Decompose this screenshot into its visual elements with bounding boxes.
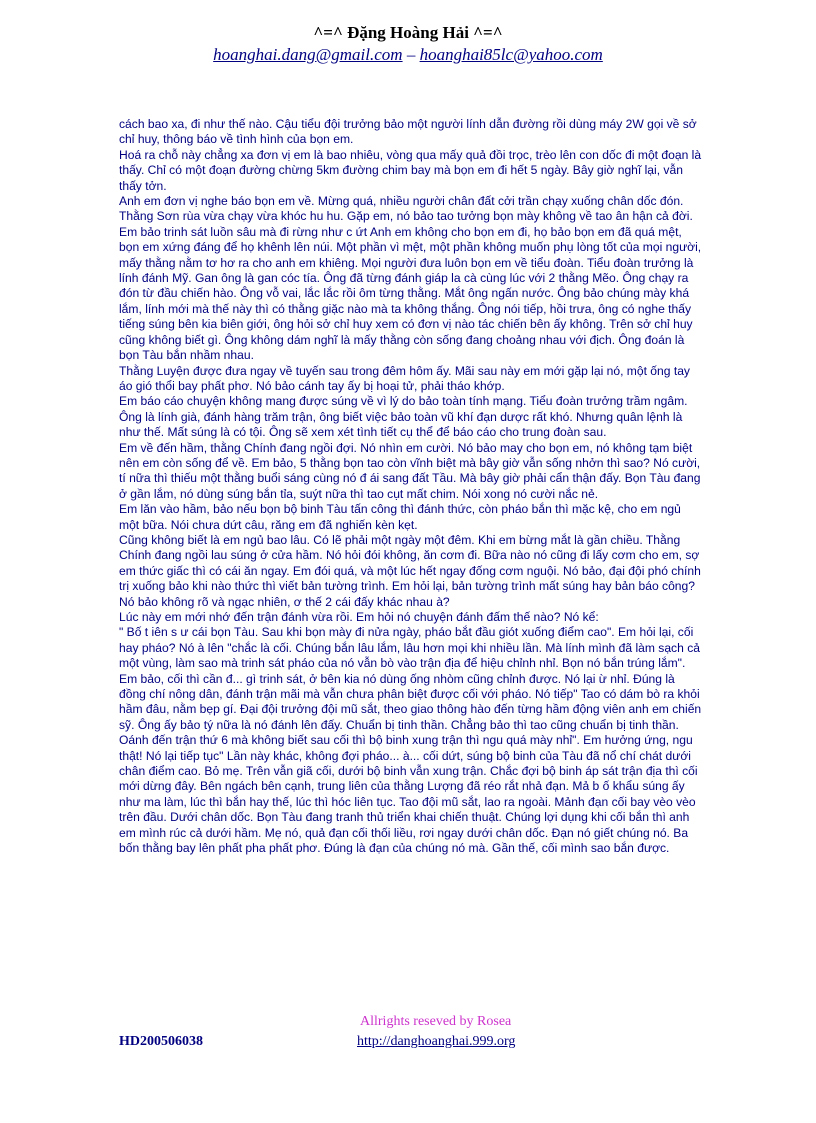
- website-link[interactable]: http://danghoanghai.999.org: [357, 1034, 516, 1049]
- paragraph: Em về đến hầm, thằng Chính đang ngồi đợi. Nó nhìn em cười. Nó bảo may cho bọn em, nó không tạm biệt nên em còn sống để về. Em bảo, 5 thằng bọn tao còn vĩnh biệt mà bây giờ vẫn sống nhởn thì sao? Nó cười, tí nữa thì thiếu một thằng buổi sáng cùng nó đ ái sang đất Tầu. Mà bây giờ phải cẩn thận đấy. Bọn Tàu đang ở gần lắm, nó dùng súng bắn tỉa, suýt nữa thì tao cụt mất chim. Nói xong nó cười nắc nẻ.: [119, 440, 701, 501]
- paragraph: Lúc này em mới nhớ đến trận đánh vừa rồi. Em hỏi nó chuyện đánh đấm thế nào? Nó kể:: [119, 610, 599, 624]
- document-id: HD200506038: [119, 1034, 203, 1049]
- paragraph: " Bố t iên s ư cái bọn Tàu. Sau khi bọn mày đi nửa ngày, pháo bắt đầu giót xuống điểm cao". Em hỏi lại, cối hay pháo? Nó à lên "chắc là cối. Chúng bắn lâu lắm, lâu hơn mọi khi nhiều lần. Mà lính mình đã làm sạch cả một vùng, làm sao mà trinh sát pháo của nó vẫn bò vào trận địa để hiệu chỉnh nhỉ. Bọn nó bắn trúng lắm". Em bảo, cối thì cần đ... gì trinh sát, ở bên kia nó dùng ống nhòm cũng chỉnh được. Nó lại ừ nhỉ. Đúng là đồng chí nông dân, đánh trận mãi mà vẫn chưa phân biệt được cối với pháo. Nó tiếp" Tao có dám bò ra khỏi hầm đâu, nằm bẹp gí. Đại đội trưởng đội mũ sắt, theo giao thông hào đến từng hầm động viên anh em chiến sỹ. Ông ấy bảo tý nữa là nó đánh lên đấy. Chuẩn bị tinh thần. Chẳng bảo thì tao cũng chuẩn bị tinh thần. Oánh đến trận thứ 6 mà không biết sau cối thì bộ binh xung trận thì ngu quá mày nhỉ". Em hưởng ứng, ngu thật! Nó lại tiếp tục" Lần này khác, không đợi pháo... à... cối dứt, súng bộ binh của Tàu đã nổ chí chát dưới chân điểm cao. Bỏ mẹ. Trên vẫn giã cối, dưới bộ binh vẫn xung trận. Chắc đợi bộ binh áp sát trận địa thì cối mới dừng đây. Bên ngách bên cạnh, trung liên của thằng Lượng đã réo rắt nhả đạn. Mả b ố khẩu súng ấy như ma làm, lúc thì bắn hay thế, lúc thì hóc liên tục. Tao đội mũ sắt, lao ra ngoài. Mảnh đạn cối bay vèo vèo trên đầu. Dưới chân dốc. Bọn Tàu đang tranh thủ triển khai chiến thuật. Chúng lợi dụng khi cối bắn thì anh em mình rúc cả dưới hầm. Mẹ nó, quả đạn cối thối liều, rơi ngay dưới chân dốc. Đạn nó giết chúng nó. Ba bốn thằng bay lên phất pha phất phơ. Đúng là đạn của chúng nó mà. Gần thế, cối mình sao bắn được.: [119, 625, 702, 856]
- paragraph: Hoá ra chỗ này chẳng xa đơn vị em là bao nhiêu, vòng qua mấy quả đồi trọc, trèo lên con dốc đi một đoạn là thấy. Chỉ có một đoạn đường chừng 5km đường chim bay mà bọn em đi hết 5 ngày. Bây giờ nghĩ lại, vẫn thấy tởn.: [119, 147, 702, 193]
- email-link-gmail[interactable]: hoanghai.dang@gmail.com: [213, 45, 403, 64]
- copyright-notice: Allrights reseved by Rosea: [360, 1014, 512, 1029]
- author-contacts: [0, 44, 816, 66]
- paragraph: Thằng Luyện được đưa ngay về tuyến sau trong đêm hôm ấy. Mãi sau này em mới gặp lại nó, một ống tay áo gió thổi bay phất phơ. Nó bảo cánh tay ấy bị hoại tử, phải tháo khớp.: [119, 363, 690, 393]
- story-body: [119, 117, 703, 857]
- paragraph: Em báo cáo chuyện không mang được súng về vì lý do bảo toàn tính mạng. Tiểu đoàn trưởng trầm ngâm. Ông là lính già, đánh hàng trăm trận, ông biết việc bảo toàn vũ khí đạn dược rất khó. Nhưng quân lệnh là như thế. Mất súng là có tội. Ông sẽ xem xét tình tiết cụ thể để báo cáo cho trung đoàn sau.: [119, 394, 688, 440]
- email-link-yahoo[interactable]: hoanghai85lc@yahoo.com: [419, 45, 603, 64]
- paragraph: Cũng không biết là em ngủ bao lâu. Có lẽ phải một ngày một đêm. Khi em bừng mắt là gần chiều. Thằng Chính đang ngồi lau súng ở cửa hầm. Nó hỏi đói không, ăn cơm đi. Bữa nào nó cũng đi lấy cơm cho em, sợ em thức giấc thì có cái ăn ngay. Em đói quá, và một lúc hết ngay đống cơm nguội. Nó bảo, đại đội phó chính trị xuống bảo khi nào thức thì viết bản tường trình. Em hỏi lại, bản tường trình mất súng hay bản báo công? Nó bảo không rõ và ngạc nhiên, ơ thế 2 cái đấy khác nhau à?: [119, 532, 701, 609]
- paragraph: Anh em đơn vị nghe báo bọn em về. Mừng quá, nhiều người chân đất cởi trần chạy xuống chân dốc đón. Thằng Sơn rùa vừa chạy vừa khóc hu hu. Gặp em, nó bảo tao tưởng bọn mày không về tao ân hận cả đời. Em bảo trinh sát luồn sâu mà đi rừng như c ứt Anh em không cho bọn em đi, họ bảo bọn em đã quá mệt, bọn em xứng đáng để họ khênh lên núi. Một phần vì mệt, một phần không muốn phụ lòng tốt của mọi người, mấy thằng nằm tơ hơ ra cho anh em khiêng. Mọi người đưa luôn bọn em về tiểu đoàn. Tiểu đoàn trưởng là lính đánh Mỹ. Gan ông là gan cóc tía. Ông đã từng đánh giáp la cà cùng lúc với 2 thằng Mẽo. Ông chạy ra đón từ đầu chiến hào. Ông vỗ vai, lắc lắc rồi ôm từng thằng. Mắt ông ngấn nước. Ông bảo chúng mày khá lắm, lính mới mà thế này thì có thằng giặc nào mà ta không thắng. Ông nói tiếp, hồi trưa, ông có nghe thấy tiếng súng bên kia biên giới, ông hỏi sở chỉ huy xem có đơn vị nào tác chiến bên ấy không. Trên sở chỉ huy cũng không biết gì. Ông không dám nghĩ là mấy thằng còn sống đang choảng nhau với địch. Ông đoán là bọn Tàu bắn nhầm nhau.: [119, 194, 702, 363]
- page-header: [0, 22, 816, 66]
- paragraph: Em lăn vào hầm, bảo nếu bọn bộ binh Tàu tấn công thì đánh thức, còn pháo bắn thì mặc kệ, cho em ngủ một bữa. Nói chưa dứt câu, răng em đã nghiến kèn kẹt.: [119, 502, 681, 532]
- email-separator: –: [402, 45, 420, 64]
- author-title: ^=^ Đặng Hoàng Hải ^=^: [313, 23, 503, 42]
- paragraph: cách bao xa, đi như thế nào. Cậu tiểu đội trưởng bảo một người lính dẫn đường rồi dùng máy 2W gọi về sở chỉ huy, thông báo về tình hình của bọn em.: [119, 117, 697, 147]
